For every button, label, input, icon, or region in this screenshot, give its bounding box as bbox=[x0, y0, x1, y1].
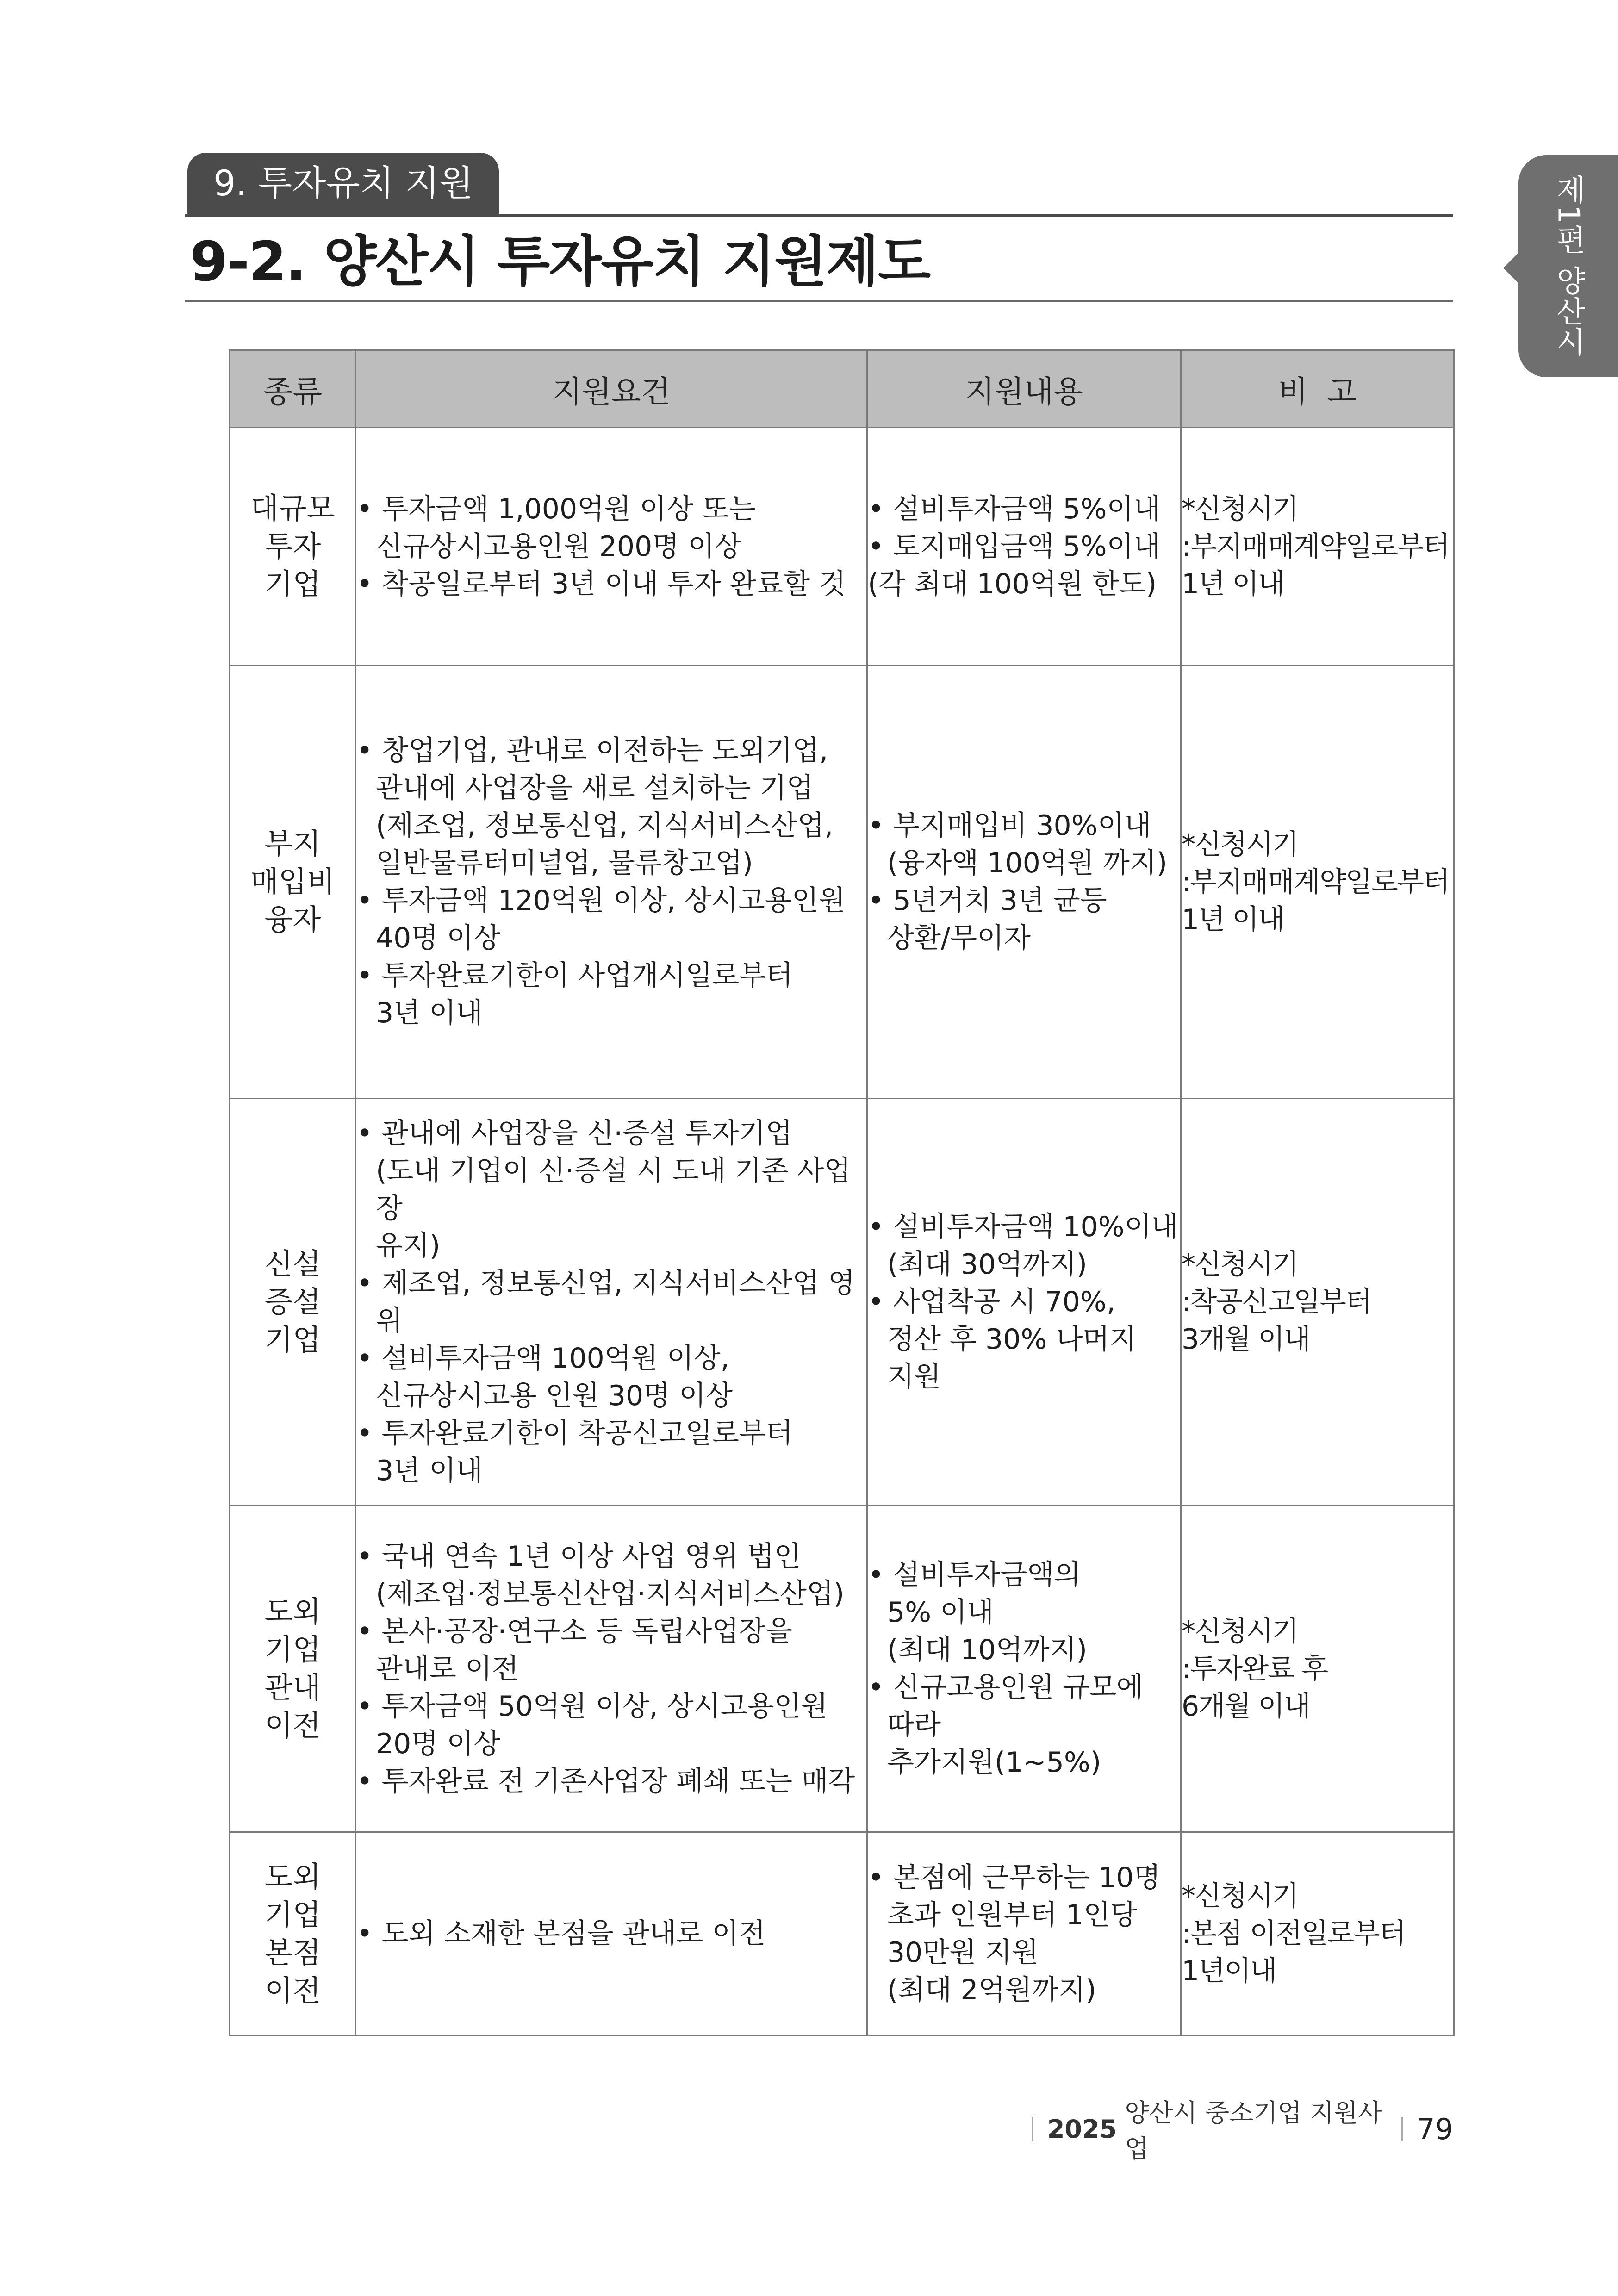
note-text: *신청시기 :본점 이전일로부터 1년이내 bbox=[1182, 1880, 1405, 1987]
content-cell bbox=[867, 1099, 1181, 1506]
type-text: 투자 bbox=[264, 529, 321, 563]
type-cell bbox=[230, 428, 356, 666]
header-note: 비 고 bbox=[1181, 350, 1454, 428]
title-rule-bottom bbox=[185, 300, 1453, 302]
support-table bbox=[229, 349, 1455, 2036]
requirement-item: • 창업기업, 관내로 이전하는 도외기업, 관내에 사업장을 새로 설치하는 기업 (제조업, 정보통신업, 지식서비스산업, 일반물류터미널업, 물류창고업) bbox=[356, 734, 834, 879]
side-tab-arrow-icon bbox=[1503, 252, 1519, 284]
footer-year: 2025 bbox=[1047, 2114, 1117, 2144]
table-row bbox=[230, 1832, 1454, 2036]
type-text: 신설 bbox=[264, 1247, 321, 1281]
header-content: 지원내용 bbox=[867, 350, 1181, 428]
type-text: 기업 bbox=[264, 1633, 321, 1667]
content-item: • 신규고용인원 규모에 따라 추가지원(1~5%) bbox=[868, 1671, 1144, 1779]
type-text: 이전 bbox=[264, 1973, 321, 2008]
content-cell bbox=[867, 1506, 1181, 1832]
type-text: 기업 bbox=[264, 1898, 321, 1932]
type-text: 대규모 bbox=[250, 492, 335, 525]
content-cell bbox=[867, 666, 1181, 1099]
type-text: 기업 bbox=[264, 1323, 321, 1357]
title-rule-top bbox=[185, 214, 1453, 217]
note-cell bbox=[1181, 1099, 1454, 1506]
requirement-item: • 투자금액 50억원 이상, 상시고용인원 20명 이상 bbox=[356, 1690, 828, 1760]
note-cell bbox=[1181, 428, 1454, 666]
page-footer bbox=[1018, 2098, 1453, 2163]
content-cell bbox=[867, 1832, 1181, 2036]
content-item: • 본점에 근무하는 10명 초과 인원부터 1인당 30만원 지원 (최대 2억원까지) bbox=[868, 1861, 1161, 2006]
requirement-item: • 설비투자금액 100억원 이상, 신규상시고용 인원 30명 이상 bbox=[356, 1342, 733, 1412]
note-cell bbox=[1181, 1506, 1454, 1832]
section-tab: 9. 투자유치 지원 bbox=[187, 153, 499, 214]
content-item: • 설비투자금액 5%이내 bbox=[868, 492, 1161, 525]
content-item: • 5년거치 3년 균등 상환/무이자 bbox=[868, 884, 1107, 954]
side-tab bbox=[1518, 155, 1618, 377]
note-text: *신청시기 :투자완료 후 6개월 이내 bbox=[1182, 1615, 1328, 1723]
requirement-item: • 본사·공장·연구소 등 독립사업장을 관내로 이전 bbox=[356, 1615, 793, 1685]
type-text: 도외 bbox=[264, 1860, 321, 1894]
type-text: 증설 bbox=[264, 1285, 321, 1319]
type-cell bbox=[230, 1099, 356, 1506]
type-cell bbox=[230, 1506, 356, 1832]
table-header-row bbox=[230, 350, 1454, 428]
note-text: *신청시기 :부지매매계약일로부터 1년 이내 bbox=[1182, 492, 1449, 600]
type-text: 기업 bbox=[264, 567, 321, 601]
note-text: *신청시기 :부지매매계약일로부터 1년 이내 bbox=[1182, 828, 1449, 936]
type-text: 본점 bbox=[264, 1935, 321, 1970]
requirement-item: • 투자완료기한이 사업개시일로부터 3년 이내 bbox=[356, 959, 793, 1029]
requirements-cell bbox=[356, 666, 867, 1099]
content-item: • 사업착공 시 70%, 정산 후 30% 나머지 지원 bbox=[868, 1286, 1137, 1393]
content-item: • 부지매입비 30%이내 (융자액 100억원 까지) bbox=[868, 809, 1168, 879]
requirement-item: • 국내 연속 1년 이상 사업 영위 법인 (제조업·정보통신산업·지식서비스산업) bbox=[356, 1540, 845, 1610]
type-text: 부지 bbox=[264, 827, 321, 861]
requirement-item: • 착공일로부터 3년 이내 투자 완료할 것 bbox=[356, 567, 846, 600]
requirement-item: • 제조업, 정보통신업, 지식서비스산업 영위 bbox=[356, 1267, 855, 1337]
footer-divider bbox=[1401, 2117, 1403, 2141]
type-text: 융자 bbox=[264, 903, 321, 937]
requirement-item: • 투자금액 1,000억원 이상 또는 신규상시고용인원 200명 이상 bbox=[356, 492, 756, 563]
note-text: *신청시기 :착공신고일부터 3개월 이내 bbox=[1182, 1248, 1371, 1356]
content-extra: (각 최대 100억원 한도) bbox=[868, 567, 1157, 600]
content-item: • 설비투자금액의 5% 이내 (최대 10억까지) bbox=[868, 1559, 1088, 1666]
type-text: 도외 bbox=[264, 1595, 321, 1629]
type-text: 매입비 bbox=[250, 865, 335, 899]
requirements-cell bbox=[356, 1099, 867, 1506]
requirement-item: • 투자완료 전 기존사업장 폐쇄 또는 매각 bbox=[356, 1765, 855, 1798]
note-cell bbox=[1181, 666, 1454, 1099]
side-tab-label: 제1편 양산시 bbox=[1551, 174, 1586, 358]
requirement-item: • 투자금액 120억원 이상, 상시고용인원 40명 이상 bbox=[356, 884, 846, 954]
table-row bbox=[230, 1099, 1454, 1506]
type-text: 이전 bbox=[264, 1709, 321, 1742]
type-cell bbox=[230, 666, 356, 1099]
requirements-cell bbox=[356, 1506, 867, 1832]
note-cell bbox=[1181, 1832, 1454, 2036]
content-item: • 설비투자금액 10%이내 (최대 30억까지) bbox=[868, 1211, 1178, 1281]
table-row bbox=[230, 666, 1454, 1099]
table-row bbox=[230, 428, 1454, 666]
type-text: 관내 bbox=[264, 1671, 321, 1705]
content-cell bbox=[867, 428, 1181, 666]
requirements-cell bbox=[356, 428, 867, 666]
header-requirements: 지원요건 bbox=[356, 350, 867, 428]
page-title: 9-2. 양산시 투자유치 지원제도 bbox=[190, 230, 930, 293]
content-item: • 토지매입금액 5%이내 bbox=[868, 530, 1161, 563]
requirements-cell bbox=[356, 1832, 867, 2036]
requirement-item: • 관내에 사업장을 신·증설 투자기업 (도내 기업이 신·증설 시 도내 기존 사업장 유지) bbox=[356, 1117, 851, 1262]
requirement-item: • 도외 소재한 본점을 관내로 이전 bbox=[356, 1917, 766, 1950]
type-cell bbox=[230, 1832, 356, 2036]
header-type: 종류 bbox=[230, 350, 356, 428]
footer-divider bbox=[1032, 2117, 1033, 2141]
requirement-item: • 투자완료기한이 착공신고일로부터 3년 이내 bbox=[356, 1417, 793, 1487]
table-row bbox=[230, 1506, 1454, 1832]
page-number: 79 bbox=[1417, 2112, 1453, 2146]
footer-publication: 양산시 중소기업 지원사업 bbox=[1125, 2098, 1382, 2163]
